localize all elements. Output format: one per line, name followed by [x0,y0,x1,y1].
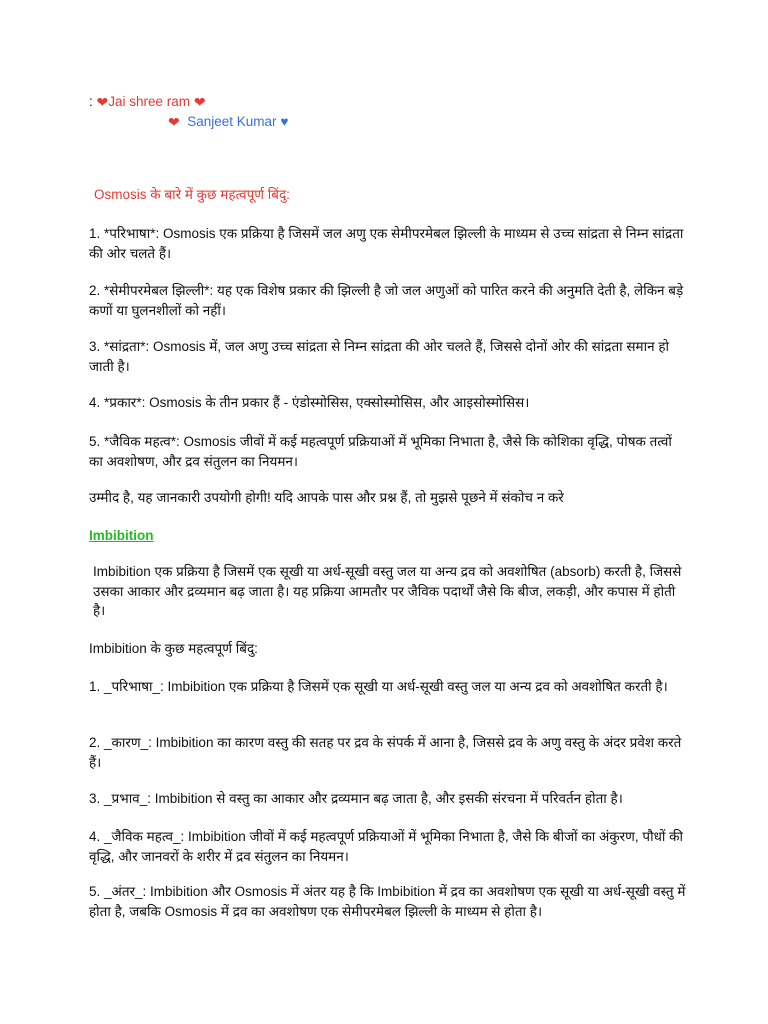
author-name: Sanjeet Kumar [187,114,277,129]
heart-icon: ❤ [193,94,206,110]
imbibition-heading-link[interactable]: Imbibition [89,528,154,543]
author-heart-suffix: ♥ [280,114,289,129]
osmosis-closing: उम्मीद है, यह जानकारी उपयोगी होगी! यदि आपके पास और प्रश्न हैं, तो मुझसे पूछने में संकोच न करे [89,490,564,505]
heart-icon: ❤ [168,114,180,130]
greeting-text: Jai shree ram [108,94,191,109]
imbibition-point-4: 4. _जैविक महत्व_: Imbibition जीवों में कई महत्वपूर्ण प्रक्रियाओं में भूमिका निभाता है, जैसे कि बीजों का अंकुरण, पौधों की वृद्धि, और जानवरों के शरीर में द्रव संतुलन का नियमन। [89,829,684,864]
imbibition-point-5: 5. _अंतर_: Imbibition और Osmosis में अंतर यह है कि Imbibition में द्रव का अवशोषण एक सूखी या अर्ध-सूखी वस्तु में होता है, जबकि Osmosis में द्रव का अवशोषण एक सेमीपरमेबल झिल्ली के माध्यम से होता है। [89,884,686,919]
imbibition-point-2: 2. _कारण_: Imbibition का कारण वस्तु की सतह पर द्रव के संपर्क में आना है, जिससे द्रव के अणु वस्तु के अंदर प्रवेश करते हैं। [89,735,682,770]
imbibition-point-3: 3. _प्रभाव_: Imbibition से वस्तु का आकार और द्रव्यमान बढ़ जाता है, और इसकी संरचना में परिवर्तन होता है। [89,791,623,806]
author-line [168,112,688,132]
imbibition-intro: Imbibition एक प्रक्रिया है जिसमें एक सूखी या अर्ध-सूखी वस्तु जल या अन्य द्रव को अवशोषित (absorb) करती है, जिससे उसका आकार और द्रव्यमान बढ़ जाता है। यह प्रक्रिया आमतौर पर जैविक पदार्थों जैसे कि बीज, लकड़ी, और कपास में होती है। [93,564,682,618]
imbibition-points-title: Imbibition के कुछ महत्वपूर्ण बिंदु: [89,641,258,656]
greeting-prefix: : [89,94,93,109]
imbibition-point-1: 1. _परिभाषा_: Imbibition एक प्रक्रिया है जिसमें एक सूखी या अर्ध-सूखी वस्तु जल या अन्य द्रव को अवशोषित करती है। [89,679,668,694]
osmosis-point-2: 2. *सेमीपरमेबल झिल्ली*: यह एक विशेष प्रकार की झिल्ली है जो जल अणुओं को पारित करने की अनुमति देती है, लेकिन बड़े कणों या घुलनशीलों को नहीं। [89,283,684,318]
osmosis-title: Osmosis के बारे में कुछ महत्वपूर्ण बिंदु: [94,187,290,202]
osmosis-point-5: 5. *जैविक महत्व*: Osmosis जीवों में कई महत्वपूर्ण प्रक्रियाओं में भूमिका निभाता है, जैसे कि कोशिका वृद्धि, पोषक तत्वों का अवशोषण, और द्रव संतुलन का नियमन। [89,434,672,469]
osmosis-point-4: 4. *प्रकार*: Osmosis के तीन प्रकार हैं - एंडोस्मोसिस, एक्सोस्मोसिस, और आइसोस्मोसिस। [89,395,530,410]
imbibition-heading[interactable] [89,526,688,546]
greeting-line [89,92,688,112]
osmosis-point-3: 3. *सांद्रता*: Osmosis में, जल अणु उच्च सांद्रता से निम्न सांद्रता की ओर चलते हैं, जिससे दोनों ओर की सांद्रता समान हो जाती है। [89,339,670,374]
heart-icon: ❤ [96,94,109,110]
osmosis-point-1: 1. *परिभाषा*: Osmosis एक प्रक्रिया है जिसमें जल अणु एक सेमीपरमेबल झिल्ली के माध्यम से उच्च सांद्रता से निम्न सांद्रता की ओर चलते हैं। [89,226,684,261]
